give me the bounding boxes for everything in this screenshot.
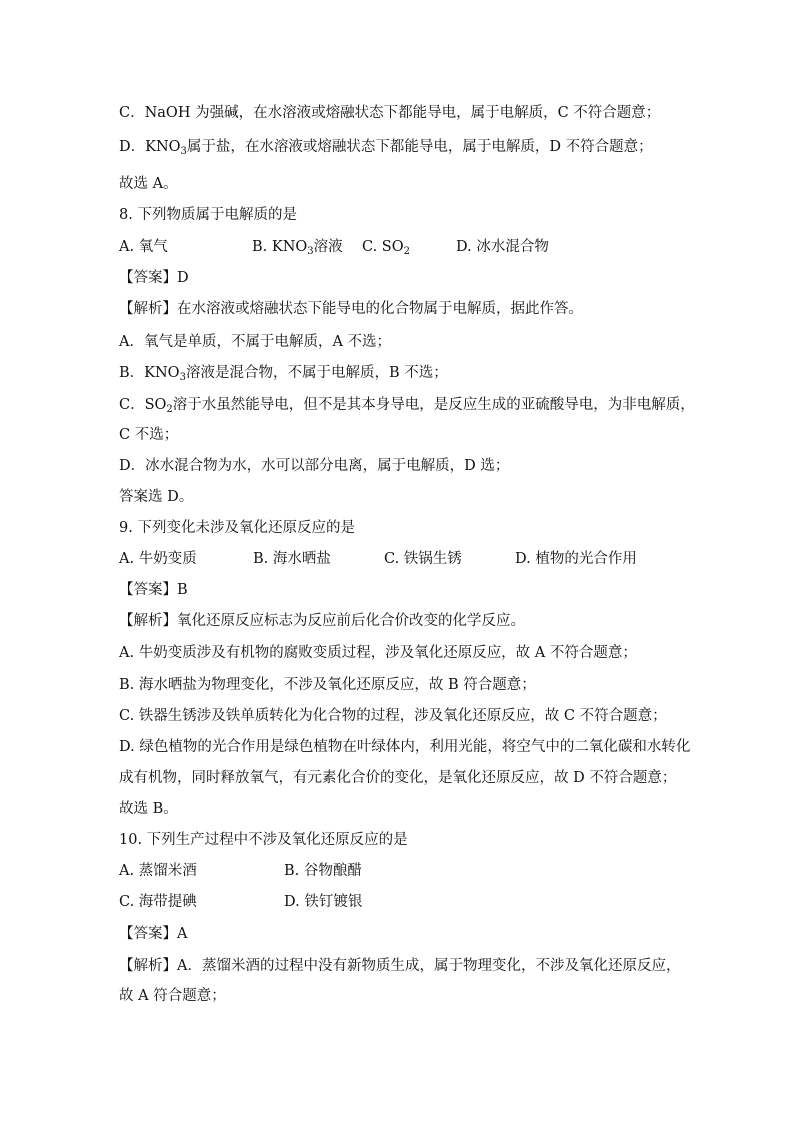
text-line [119, 487, 193, 507]
line-text: 10. 下列生产过程中不涉及氧化还原反应的是 [119, 832, 408, 848]
line-text: A．氧气是单质，不属于电解质，A 不选； [119, 334, 392, 350]
text-line [119, 643, 637, 663]
line-text: C. 铁器生锈涉及铁单质转化为化合物的过程，涉及氧化还原反应，故 C 不符合题意； [119, 708, 667, 724]
option-c: C. 海带提碘 [119, 894, 197, 910]
text-line [119, 103, 660, 123]
text-line [119, 363, 448, 383]
subscript: 2 [403, 246, 410, 257]
line-text: C．SO [119, 397, 167, 413]
text-line [119, 425, 178, 445]
line-text: C 不选； [119, 427, 179, 443]
text-line [119, 799, 178, 819]
option-d: D. 冰水混合物 [456, 239, 549, 255]
line-text: 【解析】在水溶液或熔融状态下能导电的化合物属于电解质，据此作答。 [119, 301, 583, 317]
question-8-stem [119, 205, 297, 225]
line-text: 【解析】A．蒸馏米酒的过程中没有新物质生成，属于物理变化，不涉及氧化还原反应， [119, 958, 681, 974]
analysis-line [119, 299, 583, 319]
line-text: D．冰水混合物为水，水可以部分电离，属于电解质，D 选； [119, 458, 510, 474]
question-10-stem [119, 830, 408, 850]
line-text: 【答案】D [119, 270, 189, 286]
line-text: A. 牛奶变质涉及有机物的腐败变质过程，涉及氧化还原反应，故 A 不符合题意； [119, 645, 637, 661]
answer-line [119, 924, 187, 944]
text-line [119, 332, 391, 352]
option-text: C. SO [362, 239, 404, 255]
line-text: 【解析】氧化还原反应标志为反应前后化合价改变的化学反应。 [119, 613, 525, 629]
option-a: A. 蒸馏米酒 [119, 863, 197, 879]
answer-line [119, 268, 189, 288]
line-text: D. 绿色植物的光合作用是绿色植物在叶绿体内，利用光能，将空气中的二氧化碳和水转化 [119, 739, 691, 755]
question-10-options-row2 [119, 892, 519, 912]
line-text: 答案选 D。 [119, 489, 194, 505]
line-text: 故选 A。 [119, 176, 178, 192]
line-text: 9. 下列变化未涉及氧化还原反应的是 [119, 520, 355, 536]
line-text: B. 海水晒盐为物理变化，不涉及氧化还原反应，故 B 符合题意； [119, 677, 536, 693]
text-line [119, 456, 509, 476]
subscript: 3 [179, 372, 186, 383]
answer-line [119, 580, 188, 600]
line-text: 故选 B。 [119, 801, 178, 817]
option-c: C. 铁锅生锈 [384, 551, 462, 567]
text-line [119, 986, 226, 1006]
option-b: B. 谷物酿醋 [284, 863, 362, 879]
text-line [119, 706, 667, 726]
text-line [119, 675, 536, 695]
analysis-line [119, 956, 680, 976]
question-8-options [119, 237, 679, 257]
line-text: 【答案】A [119, 926, 188, 942]
analysis-line [119, 611, 525, 631]
line-text: 溶液是混合物，不属于电解质，B 不选； [185, 365, 448, 381]
line-text: 属于盐，在水溶液或熔融状态下都能导电，属于电解质，D 不符合题意； [186, 139, 653, 155]
option-a: A. 氧气 [119, 239, 168, 255]
line-text: 故 A 符合题意； [119, 988, 226, 1004]
option-text: B. KNO [252, 239, 308, 255]
text-line [119, 137, 653, 157]
line-text: 溶于水虽然能导电，但不是其本身导电，是反应生成的亚硫酸导电，为非电解质， [172, 397, 695, 413]
line-text: C．NaOH 为强碱，在水溶液或熔融状态下都能导电，属于电解质，C 不符合题意； [119, 105, 661, 121]
option-text: 溶液 [313, 239, 343, 255]
option-b [252, 237, 343, 257]
option-d: D. 植物的光合作用 [515, 551, 637, 567]
option-b: B. 海水晒盐 [253, 551, 331, 567]
line-text: 8. 下列物质属于电解质的是 [119, 207, 297, 223]
question-9-stem [119, 518, 355, 538]
text-line [119, 395, 695, 415]
line-text: D．KNO [119, 139, 181, 155]
text-line [119, 174, 178, 194]
text-line [119, 768, 676, 788]
question-9-options [119, 549, 679, 569]
text-line [119, 737, 690, 757]
line-text: B．KNO [119, 365, 180, 381]
option-a: A. 牛奶变质 [119, 551, 197, 567]
line-text: 成有机物，同时释放氧气，有元素化合价的变化，是氧化还原反应，故 D 不符合题意； [119, 770, 677, 786]
option-c [362, 237, 410, 257]
subscript: 2 [166, 404, 173, 415]
line-text: 【答案】B [119, 582, 188, 598]
subscript: 3 [307, 246, 314, 257]
option-d: D. 铁钉镀银 [284, 894, 363, 910]
question-10-options-row1 [119, 861, 519, 881]
subscript: 3 [180, 146, 187, 157]
